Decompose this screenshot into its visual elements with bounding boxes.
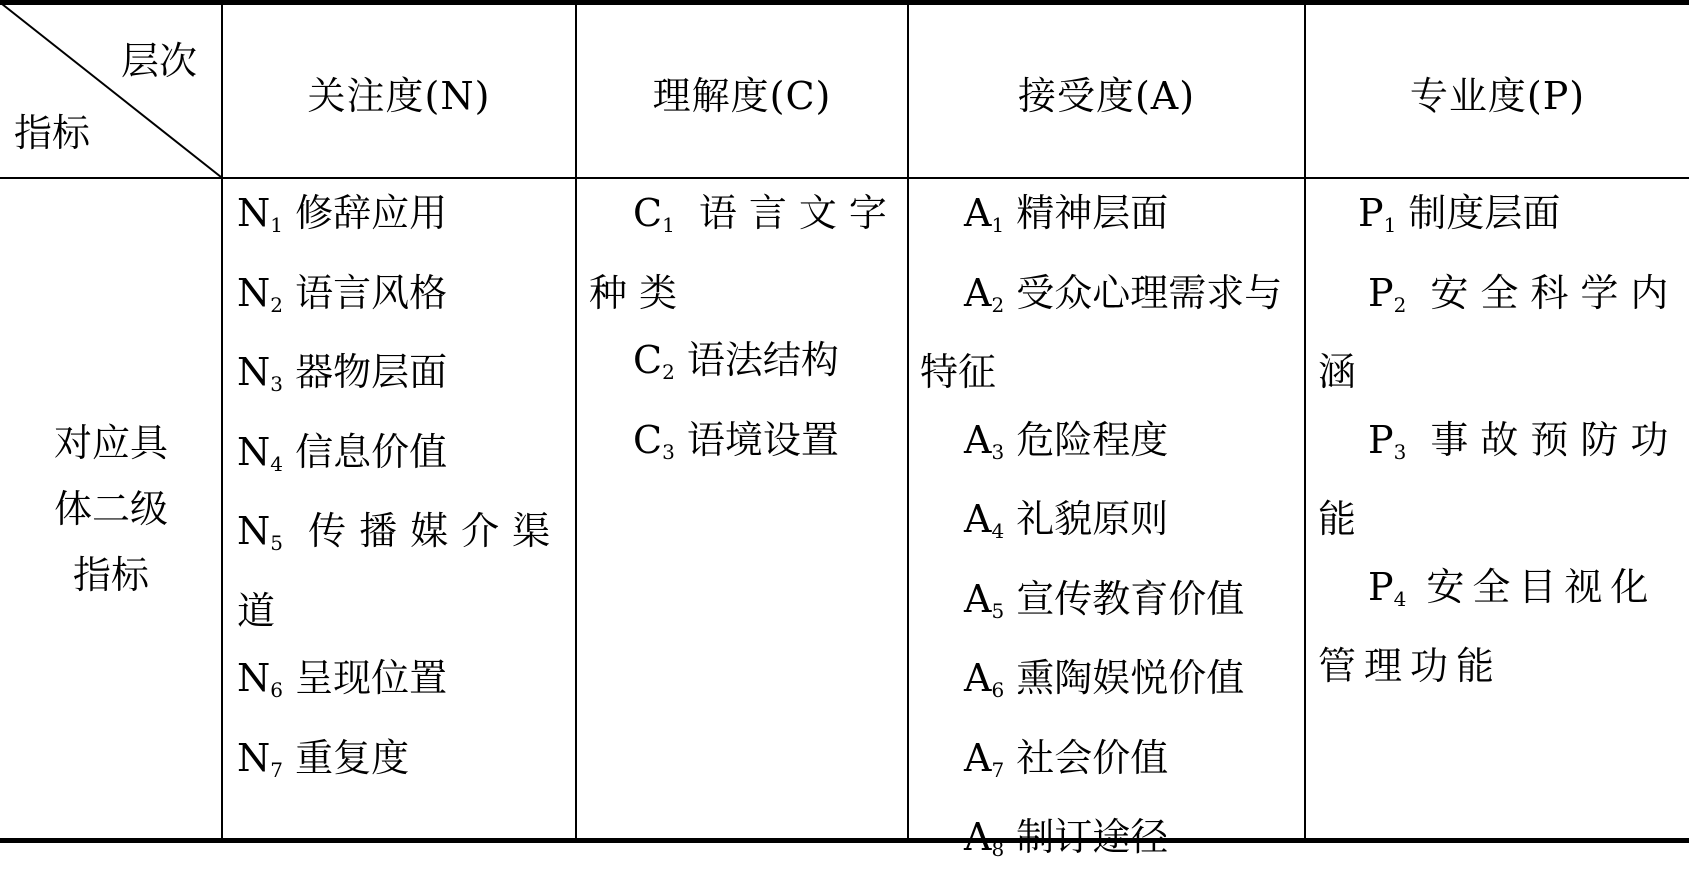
item-text: 传播媒介渠道 [237, 509, 564, 633]
item-text: 宣传教育价值 [1016, 576, 1245, 621]
list-item [237, 260, 567, 340]
list-item [920, 725, 1300, 805]
item-label: $A_5$ [964, 576, 1005, 623]
list-item [920, 486, 1300, 566]
item-label: $A_3$ [964, 417, 1005, 464]
item-label: $A_6$ [964, 656, 1005, 702]
item-label: $N_5$ [237, 509, 283, 555]
item-text: 熏陶娱悦价值 [1016, 656, 1245, 700]
item-text: 精神层面 [1016, 191, 1169, 235]
list-item [1318, 407, 1683, 554]
list-item [920, 180, 1300, 260]
item-text: 信息价值 [295, 429, 448, 474]
header-comprehension: 理解度(C) [652, 73, 832, 118]
item-text: 制度层面 [1408, 191, 1561, 235]
list-item [589, 407, 899, 487]
list-item [237, 419, 567, 499]
item-text: 礼貌原则 [1016, 497, 1169, 541]
item-text: 修辞应用 [295, 191, 448, 235]
item-label: $N_1$ [237, 191, 283, 237]
item-text: 语言风格 [295, 270, 448, 315]
corner-top-label: 层次 [121, 39, 198, 83]
item-text: 语法结构 [686, 338, 839, 382]
item-text: 危险程度 [1016, 417, 1169, 462]
header-attention: 关注度(N) [307, 73, 491, 118]
column-acceptance [920, 180, 1300, 884]
list-item [589, 180, 899, 327]
item-label: $C_2$ [633, 338, 675, 384]
item-label: $N_2$ [237, 270, 283, 317]
item-label: $A_1$ [964, 191, 1005, 237]
row-label-text: 对应具体二级指标 [53, 421, 168, 597]
list-item [920, 645, 1300, 725]
item-text: 安全科学内涵 [1318, 270, 1681, 394]
list-item [1318, 180, 1683, 260]
item-label: $P_3$ [1368, 417, 1407, 464]
list-item [237, 180, 567, 260]
item-text: 呈现位置 [295, 656, 448, 700]
corner-bottom-label: 指标 [14, 111, 91, 155]
row-label [0, 180, 222, 838]
item-label: $A_2$ [964, 270, 1005, 317]
item-text: 安全目视化管理功能 [1318, 564, 1657, 688]
list-item [237, 339, 567, 419]
item-label: $N_4$ [237, 429, 283, 476]
top-rule [0, 0, 1689, 5]
item-text: 事故预防功能 [1318, 417, 1681, 541]
item-text: 社会价值 [1016, 735, 1169, 780]
item-label: $A_7$ [964, 735, 1005, 782]
item-text: 重复度 [295, 735, 410, 780]
item-label: $N_6$ [237, 656, 283, 702]
list-item [589, 327, 899, 407]
list-item [920, 407, 1300, 487]
list-item [920, 260, 1300, 407]
item-label: $P_1$ [1358, 191, 1397, 237]
list-item [920, 804, 1300, 884]
list-item [1318, 554, 1683, 701]
header-acceptance: 接受度(A) [1017, 73, 1196, 118]
list-item [920, 566, 1300, 646]
column-attention [237, 180, 567, 804]
header-professionalism: 专业度(P) [1409, 73, 1586, 118]
list-item [237, 498, 567, 645]
list-item [237, 725, 567, 805]
item-label: $N_7$ [237, 735, 283, 782]
item-text: 受众心理需求与特征 [920, 270, 1283, 394]
column-comprehension [589, 180, 899, 486]
item-text: 器物层面 [295, 350, 448, 394]
list-item [1318, 260, 1683, 407]
item-text: 语境设置 [686, 417, 839, 462]
item-text: 制订途径 [1016, 815, 1169, 859]
item-label: $P_4$ [1368, 564, 1407, 611]
column-professionalism [1318, 180, 1683, 701]
bottom-rule [0, 838, 1689, 843]
item-label: $N_3$ [237, 350, 283, 396]
item-label: $A_8$ [964, 815, 1005, 861]
item-label: $P_2$ [1368, 270, 1407, 317]
item-label: $C_1$ [633, 191, 675, 237]
item-label: $A_4$ [964, 497, 1005, 543]
item-text: 语言文字种类 [589, 191, 899, 315]
list-item [237, 645, 567, 725]
item-label: $C_3$ [633, 417, 675, 464]
